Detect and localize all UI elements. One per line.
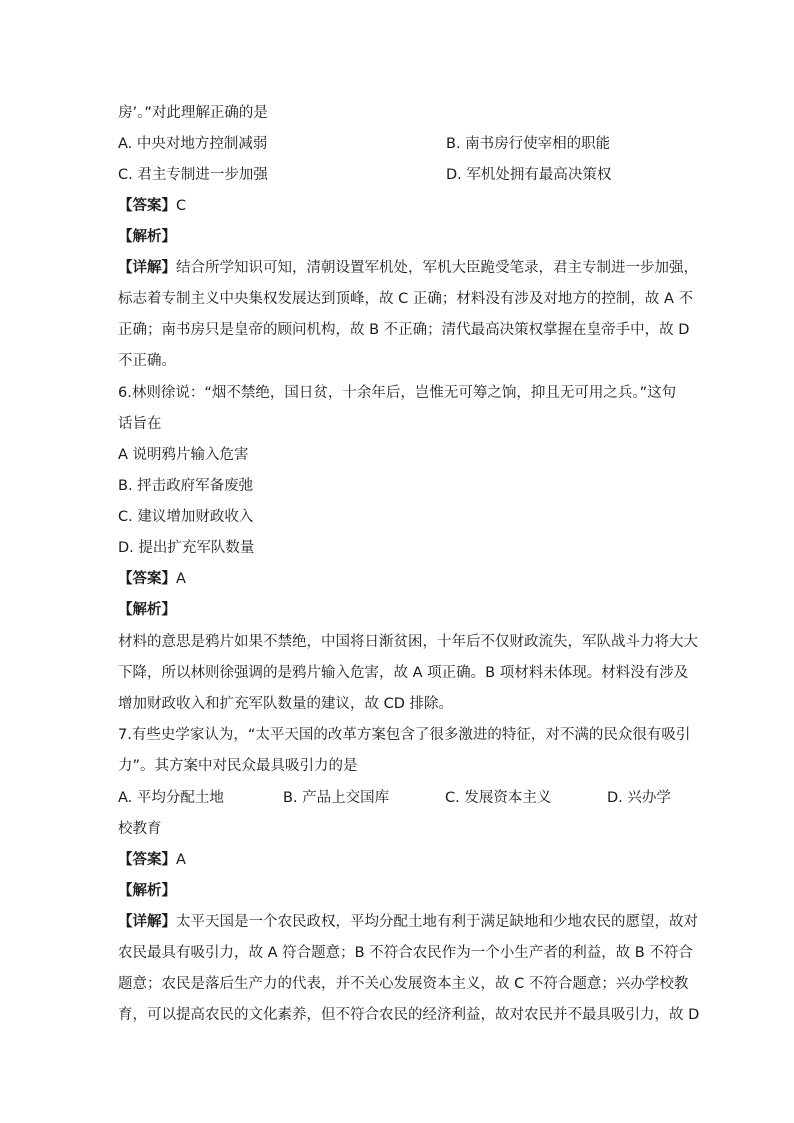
answer-value: A [176,571,186,587]
q5-option-a: A. 中央对地方控制减弱 [118,136,268,152]
detail-text: 结合所学知识可知，清朝设置军机处，军机大臣跪受笔录，君主专制进一步加强， [176,260,698,276]
q7-detail-line: 育，可以提高农民的文化素养，但不符合农民的经济利益，故对农民并不最具吸引力，故 D [118,1007,700,1023]
detail-tag: 【详解】 [118,914,176,930]
q7-detail-line [118,912,698,932]
answer-tag: 【答案】 [118,852,176,868]
q7-detail-line: 题意；农民是落后生产力的代表，并不关心发展资本主义，故 C 不符合题意；兴办学校教 [118,976,689,992]
q7-option-d-cont: 校教育 [118,821,162,837]
answer-value: C [176,198,187,214]
q5-stem-tail: 房’。”对此理解正确的是 [118,105,268,121]
q7-detail-line: 农民最具有吸引力，故 A 符合题意；B 不符合农民作为一个小生产者的利益，故 B 不符合 [118,945,693,961]
q5-option-c: C. 君主专制进一步加强 [118,167,268,183]
q6-analysis-line: 材料的意思是鸦片如果不禁绝，中国将日渐贫困，十年后不仅财政流失，军队战斗力将大大 [118,634,698,650]
answer-tag: 【答案】 [118,571,176,587]
q5-detail-line: 正确；南书房只是皇帝的顾问机构，故 B 不正确；清代最高决策权掌握在皇帝手中，故 D [118,322,690,338]
q5-detail-line [118,258,698,278]
detail-text: 太平天国是一个农民政权，平均分配土地有利于满足缺地和少地农民的愿望，故对 [176,914,698,930]
q6-option-c: C. 建议增加财政收入 [118,509,254,525]
q6-analysis-line: 下降，所以林则徐强调的是鸦片输入危害，故 A 项正确。B 项材料未体现。材料没有涉及 [118,665,689,681]
q7-stem-line: 力”。其方案中对民众最具吸引力的是 [118,758,358,774]
q6-answer [118,569,186,589]
q5-option-b: B. 南书房行使宰相的职能 [446,136,611,152]
q6-option-b: B. 抨击政府军备废弛 [118,478,254,494]
q6-analysis-line: 增加财政收入和扩充军队数量的建议，故 CD 排除。 [118,696,454,712]
q7-analysis-tag: 【解析】 [118,883,176,899]
q6-option-a: A 说明鸦片输入危害 [118,447,249,463]
q5-detail-line: 标志着专制主义中央集权发展达到顶峰，故 C 正确；材料没有涉及对地方的控制，故 A 不 [118,291,693,307]
q7-option-c: C. 发展资本主义 [445,790,552,806]
q7-stem-line: 7.有些史学家认为，“太平天国的改革方案包含了很多激进的特征，对不满的民众很有吸引 [118,727,691,743]
q5-detail-line: 不正确。 [118,353,176,369]
q6-option-d: D. 提出扩充军队数量 [118,540,255,556]
answer-value: A [176,852,186,868]
q7-option-a: A. 平均分配土地 [118,790,224,806]
q7-answer [118,850,186,870]
q5-option-d: D. 军机处拥有最高决策权 [446,167,612,183]
answer-tag: 【答案】 [118,198,176,214]
detail-tag: 【详解】 [118,260,176,276]
q6-stem-line: 话旨在 [118,416,162,432]
q7-option-d: D. 兴办学 [607,790,671,806]
q5-answer [118,196,186,216]
q6-analysis-tag: 【解析】 [118,602,176,618]
q7-option-b: B. 产品上交国库 [283,790,390,806]
q5-analysis-tag: 【解析】 [118,229,176,245]
q6-stem-line: 6.林则徐说：“烟不禁绝，国日贫，十余年后，岂惟无可筹之饷，抑且无可用之兵。”这句 [118,385,677,401]
